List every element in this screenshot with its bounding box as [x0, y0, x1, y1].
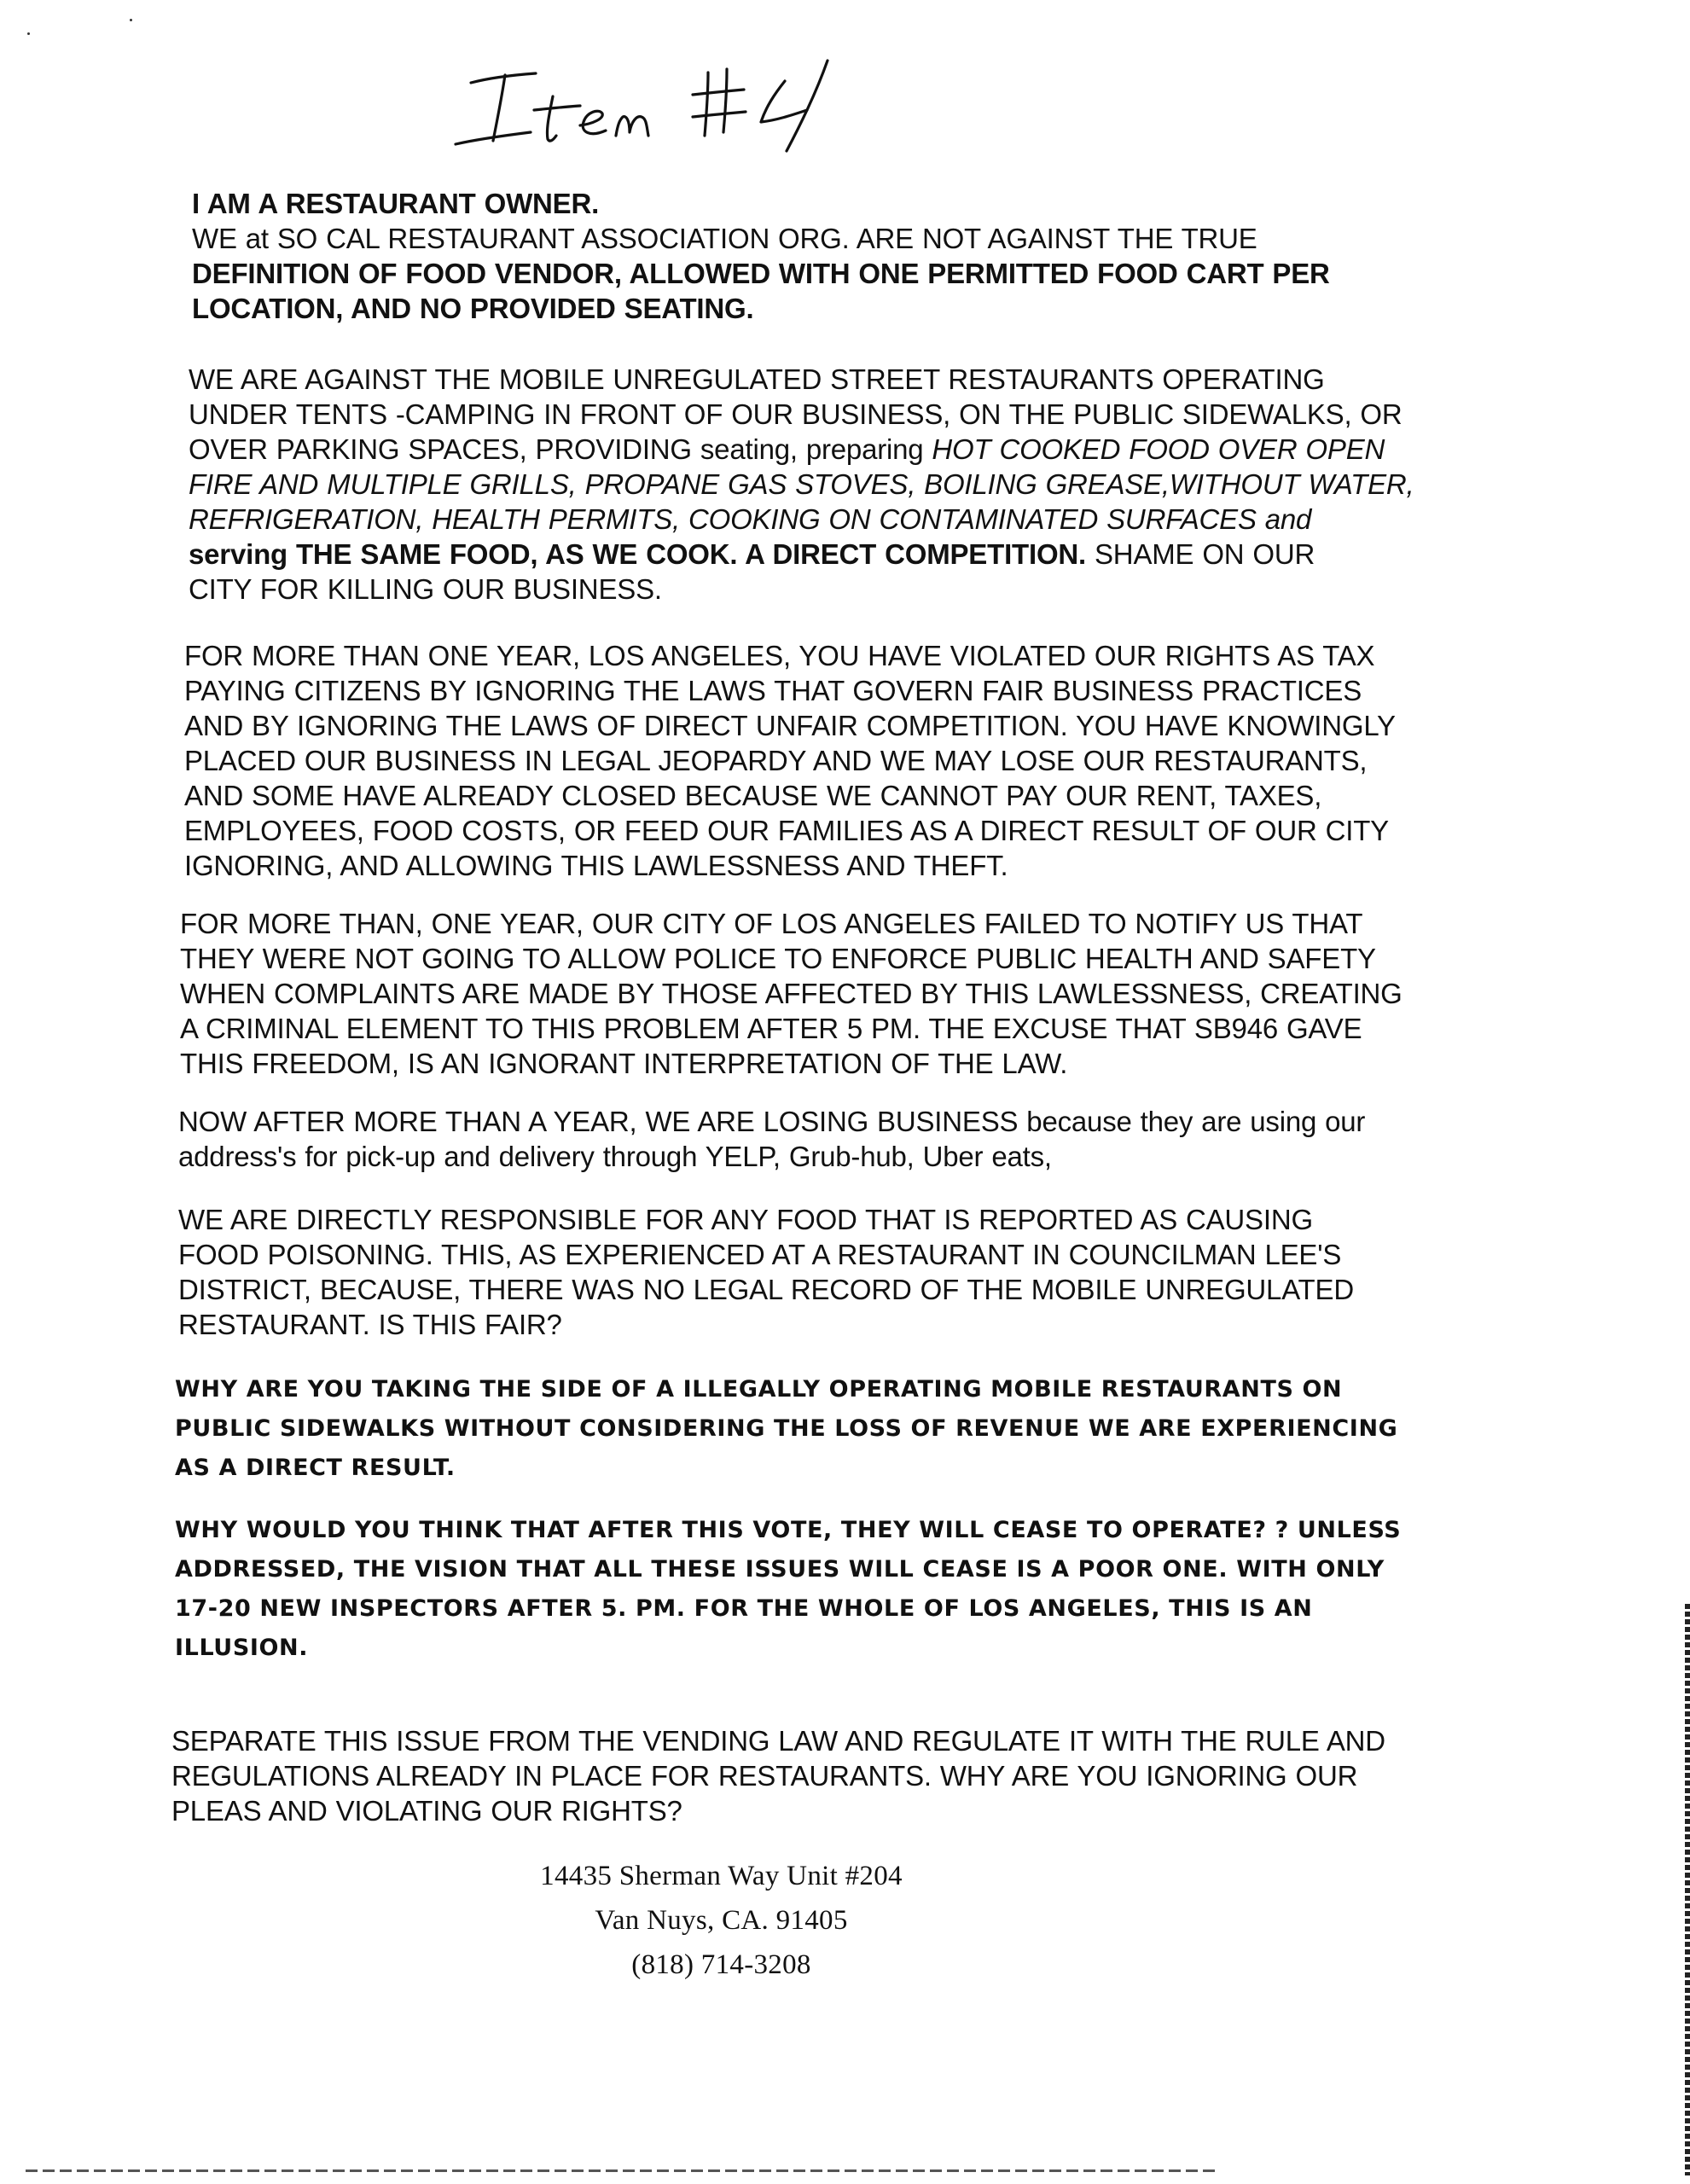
paragraph-line: EMPLOYEES, FOOD COSTS, OR FEED OUR FAMILIES AS A DIRECT RESULT OF OUR CITY [184, 815, 1389, 846]
paragraph-line: FOOD POISONING. THIS, AS EXPERIENCED AT A RESTAURANT IN COUNCILMAN LEE'S [178, 1239, 1342, 1270]
paragraph-line: IGNORING, AND ALLOWING THIS LAWLESSNESS AND THEFT. [184, 850, 1008, 881]
bold-text-run: serving THE SAME FOOD, AS WE COOK. A DIRECT COMPETITION. [189, 538, 1087, 570]
paragraph-line: AND SOME HAVE ALREADY CLOSED BECAUSE WE CANNOT PAY OUR RENT, TAXES, [184, 780, 1322, 811]
closing-paragraph [171, 1723, 1385, 1828]
paragraph-line: THEY WERE NOT GOING TO ALLOW POLICE TO ENFORCE PUBLIC HEALTH AND SAFETY [180, 943, 1376, 974]
paragraph-line: 17-20 NEW INSPECTORS AFTER 5. PM. FOR THE WHOLE OF LOS ANGELES, THIS IS AN [175, 1595, 1313, 1622]
italic-text-run: HOT COOKED FOOD OVER OPEN [932, 433, 1385, 465]
paragraph-line: PLACED OUR BUSINESS IN LEGAL JEOPARDY AND WE MAY LOSE OUR RESTAURANTS, [184, 745, 1368, 776]
text-run: OVER PARKING SPACES, PROVIDING seating, preparing [189, 433, 932, 465]
paragraph-line: AS A DIRECT RESULT. [175, 1455, 456, 1481]
paragraph-line: RESTAURANT. IS THIS FAIR? [178, 1309, 562, 1340]
paragraph-line: address's for pick-up and delivery through YELP, Grub-hub, Uber eats, [178, 1141, 1052, 1172]
text-run: SHAME ON OUR [1086, 538, 1315, 570]
delivery-paragraph [178, 1104, 1365, 1174]
scan-edge-bottom [26, 2169, 1220, 2172]
paragraph-line: AND BY IGNORING THE LAWS OF DIRECT UNFAIR COMPETITION. YOU HAVE KNOWINGLY [184, 710, 1396, 741]
paragraph-line: PLEAS AND VIOLATING OUR RIGHTS? [171, 1795, 682, 1827]
violation-paragraph [184, 638, 1396, 883]
scan-speck [130, 19, 132, 21]
paragraph-line: WE ARE DIRECTLY RESPONSIBLE FOR ANY FOOD THAT IS REPORTED AS CAUSING [178, 1204, 1313, 1235]
paragraph-line: PAYING CITIZENS BY IGNORING THE LAWS THAT GOVERN FAIR BUSINESS PRACTICES [184, 675, 1362, 706]
paragraph-line: FOR MORE THAN, ONE YEAR, OUR CITY OF LOS ANGELES FAILED TO NOTIFY US THAT [180, 908, 1363, 939]
question-paragraph-2 [175, 1511, 1401, 1668]
paragraph-line: WE at SO CAL RESTAURANT ASSOCIATION ORG. ARE NOT AGAINST THE TRUE [192, 223, 1257, 254]
address-phone: (818) 714-3208 [631, 1949, 811, 1980]
enforcement-paragraph [180, 906, 1403, 1081]
paragraph-line: NOW AFTER MORE THAN A YEAR, WE ARE LOSING BUSINESS because they are using our [178, 1106, 1366, 1137]
paragraph-line: LOCATION, AND NO PROVIDED SEATING. [192, 293, 754, 324]
paragraph-line: WHY WOULD YOU THINK THAT AFTER THIS VOTE, THEY WILL CEASE TO OPERATE? ? UNLESS [175, 1517, 1402, 1543]
responsibility-paragraph [178, 1202, 1354, 1342]
paragraph-line: FOR MORE THAN ONE YEAR, LOS ANGELES, YOU HAVE VIOLATED OUR RIGHTS AS TAX [184, 640, 1375, 671]
paragraph-line: DISTRICT, BECAUSE, THERE WAS NO LEGAL RECORD OF THE MOBILE UNREGULATED [178, 1274, 1354, 1305]
paragraph-line: ADDRESSED, THE VISION THAT ALL THESE ISSUES WILL CEASE IS A POOR ONE. WITH ONLY [175, 1556, 1385, 1583]
paragraph-line: REFRIGERATION, HEALTH PERMITS, COOKING ON CONTAMINATED SURFACES and [189, 503, 1312, 535]
handwriting-drawing [452, 47, 853, 158]
heading: I AM A RESTAURANT OWNER. [192, 188, 600, 219]
paragraph-line: A CRIMINAL ELEMENT TO THIS PROBLEM AFTER 5 PM. THE EXCUSE THAT SB946 GAVE [180, 1013, 1362, 1044]
paragraph-line: FIRE AND MULTIPLE GRILLS, PROPANE GAS STOVES, BOILING GREASE,WITHOUT WATER, [189, 468, 1414, 500]
paragraph-line: WHY ARE YOU TAKING THE SIDE OF A ILLEGALLY OPERATING MOBILE RESTAURANTS ON [175, 1376, 1343, 1403]
contact-address [0, 1854, 1566, 1987]
paragraph-line: PUBLIC SIDEWALKS WITHOUT CONSIDERING THE LOSS OF REVENUE WE ARE EXPERIENCING [175, 1415, 1398, 1442]
intro-paragraph [192, 186, 1330, 326]
paragraph-line: WHEN COMPLAINTS ARE MADE BY THOSE AFFECTED BY THIS LAWLESSNESS, CREATING [180, 978, 1403, 1009]
paragraph-line: CITY FOR KILLING OUR BUSINESS. [189, 573, 662, 605]
paragraph-line [189, 432, 1414, 467]
address-street: 14435 Sherman Way Unit #204 [540, 1861, 903, 1891]
handwritten-item-label [452, 47, 853, 158]
paragraph-line: WE ARE AGAINST THE MOBILE UNREGULATED STREET RESTAURANTS OPERATING [189, 363, 1325, 395]
paragraph-line [189, 537, 1414, 572]
scan-speck [27, 32, 30, 35]
question-paragraph-1 [175, 1370, 1397, 1488]
paragraph-line: SEPARATE THIS ISSUE FROM THE VENDING LAW AND REGULATE IT WITH THE RULE AND [171, 1725, 1385, 1757]
scan-edge-right [1685, 1604, 1690, 2175]
address-city: Van Nuys, CA. 91405 [595, 1905, 848, 1936]
paragraph-line: ILLUSION. [175, 1635, 309, 1661]
against-paragraph [189, 362, 1414, 607]
paragraph-line: DEFINITION OF FOOD VENDOR, ALLOWED WITH ONE PERMITTED FOOD CART PER [192, 258, 1330, 289]
paragraph-line: THIS FREEDOM, IS AN IGNORANT INTERPRETATION OF THE LAW. [180, 1048, 1068, 1079]
paragraph-line: REGULATIONS ALREADY IN PLACE FOR RESTAURANTS. WHY ARE YOU IGNORING OUR [171, 1760, 1358, 1792]
paragraph-line: UNDER TENTS -CAMPING IN FRONT OF OUR BUSINESS, ON THE PUBLIC SIDEWALKS, OR [189, 398, 1403, 430]
